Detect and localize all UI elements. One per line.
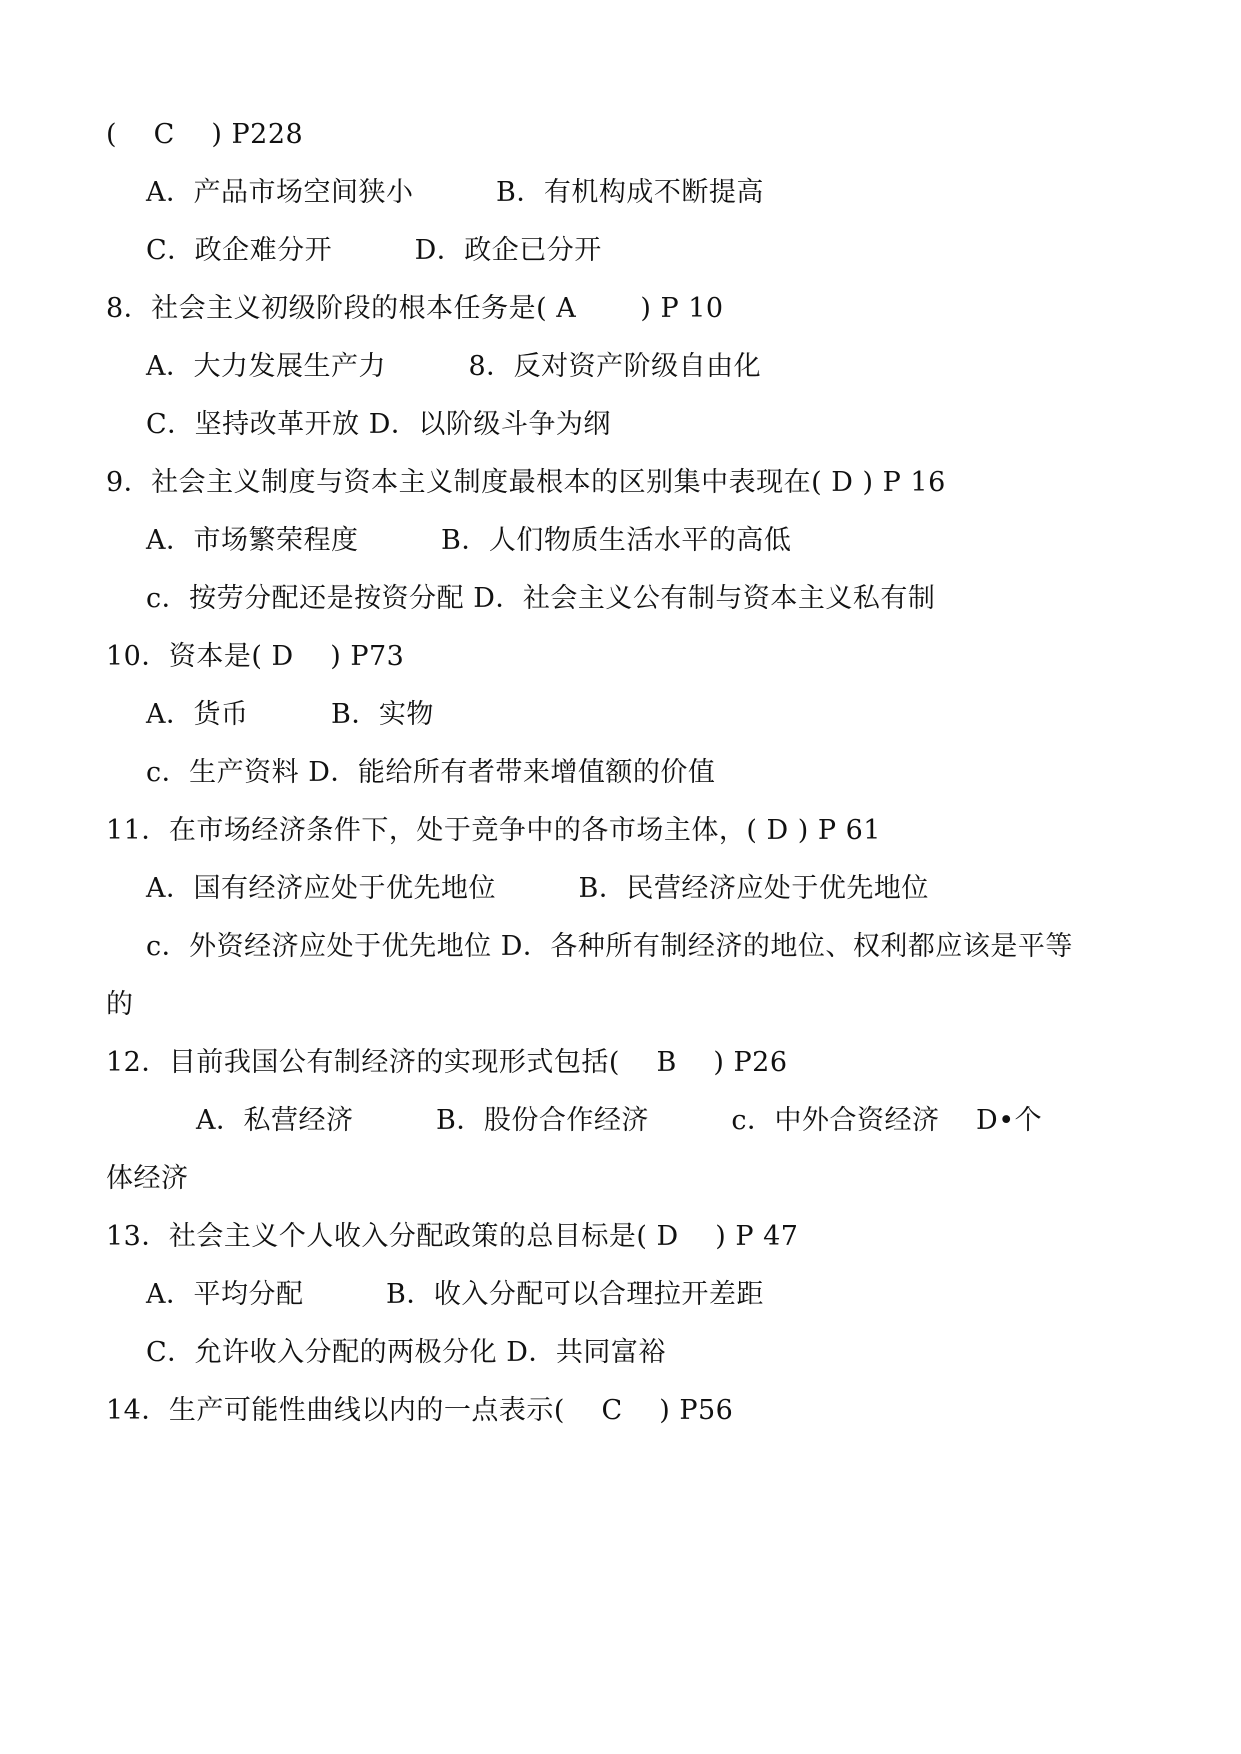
question-7-answer: ( C ) P228 bbox=[106, 119, 304, 150]
question-14: 14．生产可能性曲线以内的一点表示( C ) P56 bbox=[106, 1395, 734, 1426]
question-13-option-cd: C．允许收入分配的两极分化 D．共同富裕 bbox=[146, 1337, 666, 1368]
question-9-option-cd: c．按劳分配还是按资分配 D．社会主义公有制与资本主义私有制 bbox=[146, 583, 936, 614]
question-10-option-ab: A．货币 B．实物 bbox=[146, 699, 434, 730]
question-12: 12．目前我国公有制经济的实现形式包括( B ) P26 bbox=[106, 1047, 788, 1078]
question-8-option-ab: A．大力发展生产力 8．反对资产阶级自由化 bbox=[146, 351, 762, 382]
question-8-option-cd: C．坚持改革开放 D．以阶级斗争为纲 bbox=[146, 409, 611, 440]
question-7-option-ab: A．产品市场空间狭小 B．有机构成不断提高 bbox=[146, 177, 764, 208]
question-12-options: A．私营经济 B．股份合作经济 c．中外合资经济 D•个 bbox=[196, 1105, 1043, 1136]
question-10-option-cd: c．生产资料 D．能给所有者带来增值额的价值 bbox=[146, 757, 716, 788]
question-12-options-continued: 体经济 bbox=[106, 1163, 189, 1194]
question-11-option-ab: A．国有经济应处于优先地位 B．民营经济应处于优先地位 bbox=[146, 873, 929, 904]
question-9-option-ab: A．市场繁荣程度 B．人们物质生活水平的高低 bbox=[146, 525, 792, 556]
question-10: 10．资本是( D ) P73 bbox=[106, 641, 405, 672]
question-11-option-cd: c．外资经济应处于优先地位 D．各种所有制经济的地位、权利都应该是平等 bbox=[146, 931, 1073, 962]
question-11: 11．在市场经济条件下，处于竞争中的各市场主体，( D ) P 61 bbox=[106, 815, 881, 846]
question-13-option-ab: A．平均分配 B．收入分配可以合理拉开差距 bbox=[146, 1279, 764, 1310]
question-11-option-cd-continued: 的 bbox=[106, 989, 134, 1020]
question-13: 13．社会主义个人收入分配政策的总目标是( D ) P 47 bbox=[106, 1221, 799, 1252]
question-8: 8．社会主义初级阶段的根本任务是( A ) P 10 bbox=[106, 293, 724, 324]
question-7-option-cd: C．政企难分开 D．政企已分开 bbox=[146, 235, 602, 266]
question-9: 9．社会主义制度与资本主义制度最根本的区别集中表现在( D ) P 16 bbox=[106, 467, 946, 498]
